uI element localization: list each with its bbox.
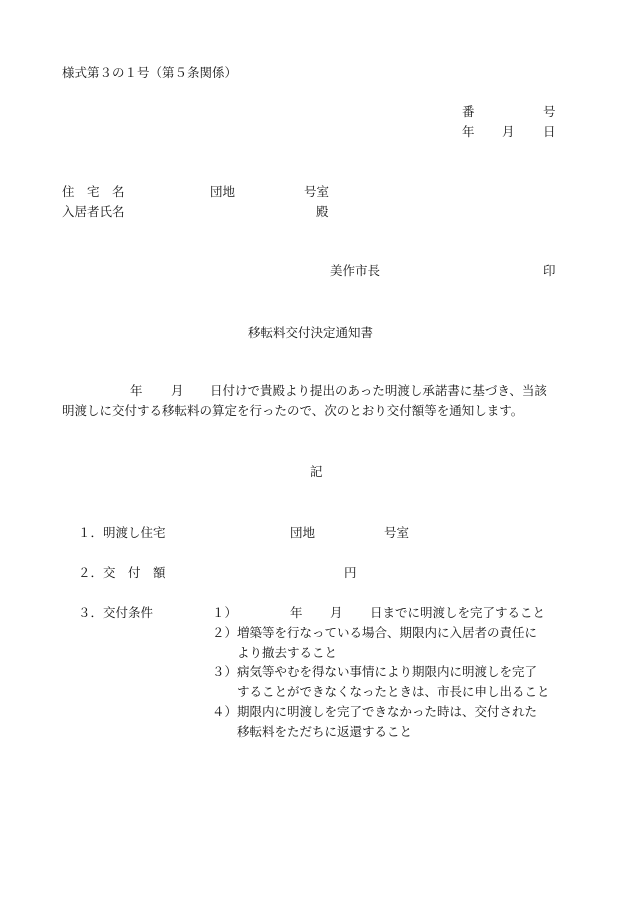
residence-goshitsu: 号室: [304, 184, 330, 199]
condition3-num: ３）: [212, 664, 238, 679]
doc-number-ban: 番: [462, 104, 475, 119]
doc-date-day: 日: [543, 124, 556, 139]
form-label: 様式第３の１号（第５条関係）: [62, 65, 238, 80]
condition2-line1: 増築等を行なっている場合、期限内に入居者の責任に: [237, 625, 538, 640]
issuer-seal: 印: [543, 263, 556, 278]
document-title: 移転料交付決定通知書: [248, 325, 374, 340]
condition1-year: 年: [290, 605, 303, 620]
doc-number-go: 号: [543, 104, 556, 119]
condition2-line2: より撤去すること: [237, 645, 338, 660]
residence-label: 住 宅 名: [62, 184, 125, 199]
body-line1-text: 日付けで貴殿より提出のあった明渡し承諾書に基づき、当該: [210, 383, 547, 398]
item2-label: ２．交 付 額: [78, 565, 166, 580]
condition4-line1: 期限内に明渡しを完了できなかった時は、交付された: [237, 704, 538, 719]
doc-date-year: 年: [462, 124, 475, 139]
occupant-label: 入居者氏名: [62, 204, 125, 219]
issuer-name: 美作市長: [330, 263, 381, 278]
item1-danchi: 団地: [290, 525, 316, 540]
body-year: 年: [130, 383, 143, 398]
occupant-dono: 殿: [316, 204, 329, 219]
condition2-num: ２）: [212, 625, 238, 640]
item1-label: １．明渡し住宅: [78, 525, 166, 540]
body-line2-text: 明渡しに交付する移転料の算定を行ったので、次のとおり交付額等を通知します。: [62, 403, 524, 418]
condition4-num: ４）: [212, 704, 238, 719]
ki-heading: 記: [310, 464, 323, 479]
item3-label: ３．交付条件: [78, 605, 154, 620]
condition1-month: 月: [330, 605, 343, 620]
body-month: 月: [171, 383, 184, 398]
residence-danchi: 団地: [210, 184, 236, 199]
condition3-line1: 病気等やむを得ない事情により期限内に明渡しを完了: [237, 664, 538, 679]
item2-yen: 円: [344, 565, 357, 580]
item1-goshitsu: 号室: [384, 525, 410, 540]
condition1-num: １）: [212, 605, 238, 620]
condition4-line2: 移転料をただちに返還すること: [237, 724, 413, 739]
condition1-text: 日までに明渡しを完了すること: [370, 605, 546, 620]
condition3-line2: することができなくなったときは、市長に申し出ること: [237, 684, 550, 699]
doc-date-month: 月: [502, 124, 515, 139]
